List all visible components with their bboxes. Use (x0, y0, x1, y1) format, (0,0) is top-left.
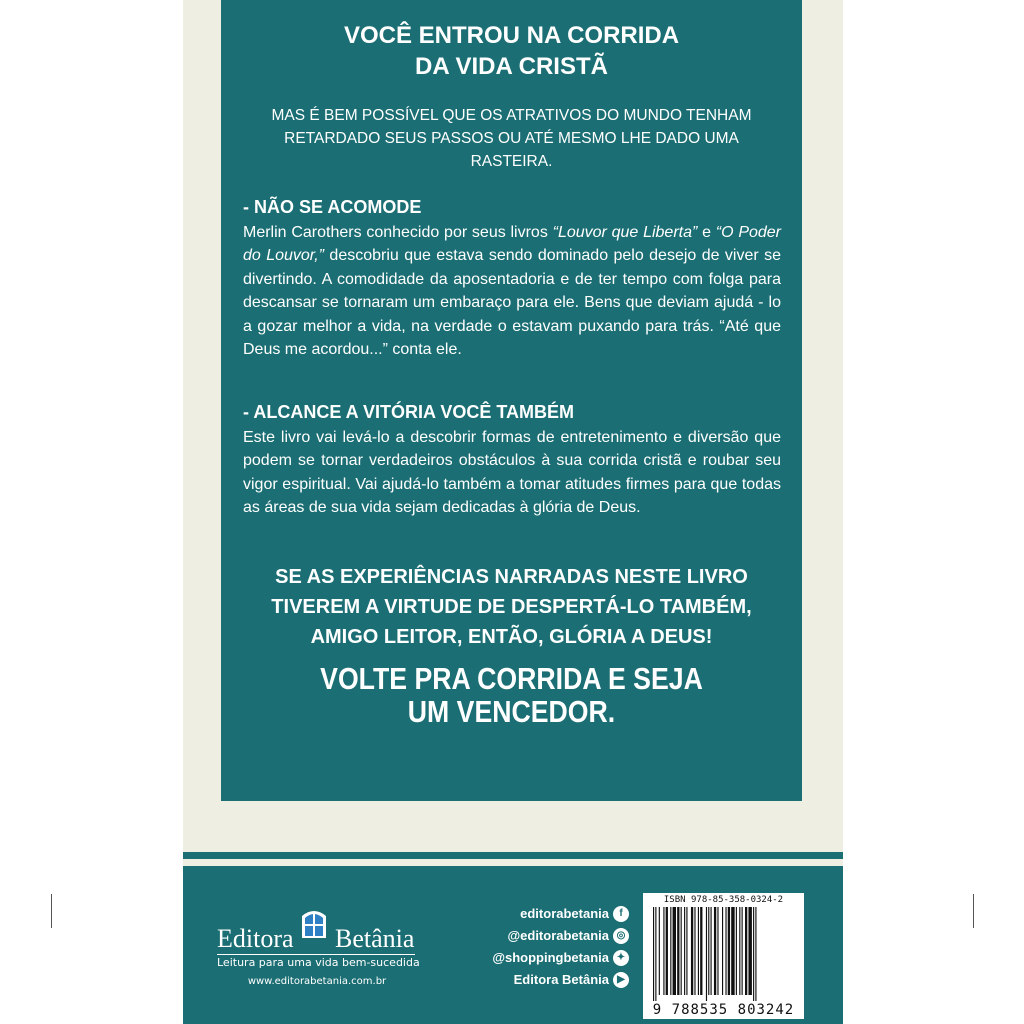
barcode-bar (717, 907, 718, 995)
back-cover (183, 0, 843, 1024)
social-youtube (451, 971, 631, 993)
barcode-bar (694, 907, 695, 995)
barcode-bar (711, 907, 712, 995)
text-panel (221, 0, 802, 801)
section-1-text-c: descobriu que estava sendo dominado pelo desejo de viver se divertindo. A comodidade da aposentadoria e de ter tempo com folga para descansar se tornaram um embaraço para ele. Bens que deviam ajudá - lo a gozar melhor a vida, na verdade o estavam puxando para trás. “Até que Deus me acordou...” conta ele. (243, 247, 781, 359)
isbn-label: ISBN 978-85-358-0324-2 (663, 895, 784, 905)
publisher-logo (217, 906, 423, 990)
barcode-bar (686, 907, 687, 995)
isbn-barcode (643, 893, 804, 1019)
facebook-icon: f (613, 906, 629, 922)
final-slogan (262, 662, 762, 728)
heading-line-1: VOCÊ ENTROU NA CORRIDA (343, 22, 680, 49)
barcode-bar (677, 907, 679, 995)
instagram-icon: ◎ (613, 928, 629, 944)
call-to-action (221, 562, 802, 652)
barcode-bar (739, 907, 740, 995)
social-label: Editora Betânia (513, 972, 609, 987)
barcode-bar (670, 907, 671, 995)
social-links (451, 905, 631, 993)
book-title-2: “O Poder do Louvor,” (243, 224, 782, 265)
section-body-1 (243, 221, 781, 361)
barcode-bar (714, 907, 716, 995)
barcode-bars (651, 907, 796, 1001)
slogan-line-2: UM VENCEDOR. (407, 694, 616, 729)
crop-mark-left (51, 894, 52, 928)
section-title-2: - ALCANCE A VITÓRIA VOCÊ TAMBÉM (243, 402, 574, 422)
barcode-bar (653, 907, 654, 1001)
social-twitter (451, 949, 631, 971)
logo-text-betania: Betânia (335, 924, 415, 953)
twitter-icon: ✦ (613, 950, 629, 966)
barcode-bar (698, 907, 699, 995)
barcode-bar (681, 907, 682, 995)
cta-line-1: SE AS EXPERIÊNCIAS NARRADAS NESTE LIVRO (275, 566, 748, 588)
barcode-bar (753, 907, 754, 1001)
barcode-bar (708, 907, 709, 995)
social-label: @editorabetania (507, 928, 609, 943)
barcode-bar (655, 907, 656, 1001)
main-heading (221, 20, 802, 82)
decorative-stripe (183, 852, 843, 859)
book-title-1: “Louvor que Liberta” (552, 224, 698, 241)
section-title-1: - NÃO SE ACOMODE (243, 197, 422, 217)
barcode-bar (659, 907, 660, 995)
barcode-bar (673, 907, 676, 995)
barcode-bar (728, 907, 730, 995)
cta-line-2: TIVEREM A VIRTUDE DE DESPERTÁ-LO TAMBÉM, (271, 596, 752, 618)
window-book-icon (299, 906, 329, 940)
intro-text: MAS É BEM POSSÍVEL QUE OS ATRATIVOS DO MUNDO TENHAM RETARDADO SEUS PASSOS OU ATÉ MESMO LHE DADO UMA RASTEIRA. (271, 107, 752, 170)
barcode-bar (742, 907, 743, 995)
barcode-bar (706, 907, 707, 1001)
barcode-bar (731, 907, 734, 995)
barcode-bar (755, 907, 756, 1001)
website-url: www.editorabetania.com.br (247, 976, 387, 987)
barcode-bar (666, 907, 668, 995)
logo-tagline: Leitura para uma vida bem-sucedida (217, 956, 420, 969)
social-label: editorabetania (520, 906, 609, 921)
section-1-text-b: e (697, 224, 716, 241)
barcode-bar (684, 907, 685, 995)
barcode-bar (748, 907, 751, 995)
social-facebook (451, 905, 631, 927)
slogan-line-1: VOLTE PRA CORRIDA E SEJA (320, 661, 703, 696)
logo-text-editora: Editora (217, 924, 294, 953)
crop-mark-right (973, 894, 974, 928)
barcode-bar (691, 907, 693, 995)
section-body-2: Este livro vai levá-lo a descobrir formas de entretenimento e diversão que podem se tornar verdadeiros obstáculos à sua corrida cristã e roubar seu vigor espiritual. Vai ajudá-lo também a tomar atitudes firmes para que todas as áreas de sua vida sejam dedicadas à glória de Deus. (243, 429, 781, 517)
social-instagram (451, 927, 631, 949)
heading-line-2: DA VIDA CRISTÃ (415, 53, 608, 80)
barcode-number: 9 788535 803242 (652, 1002, 795, 1018)
youtube-icon: ▶ (613, 972, 629, 988)
barcode-bar (663, 907, 664, 995)
barcode-bar (725, 907, 726, 995)
barcode-bar (700, 907, 702, 995)
barcode-bar (736, 907, 737, 995)
barcode-bar (722, 907, 723, 995)
cta-line-3: AMIGO LEITOR, ENTÃO, GLÓRIA A DEUS! (310, 626, 713, 648)
social-label: @shoppingbetania (492, 950, 609, 965)
section-1-text-a: Merlin Carothers conhecido por seus livros (243, 224, 553, 241)
barcode-bar (745, 907, 747, 995)
